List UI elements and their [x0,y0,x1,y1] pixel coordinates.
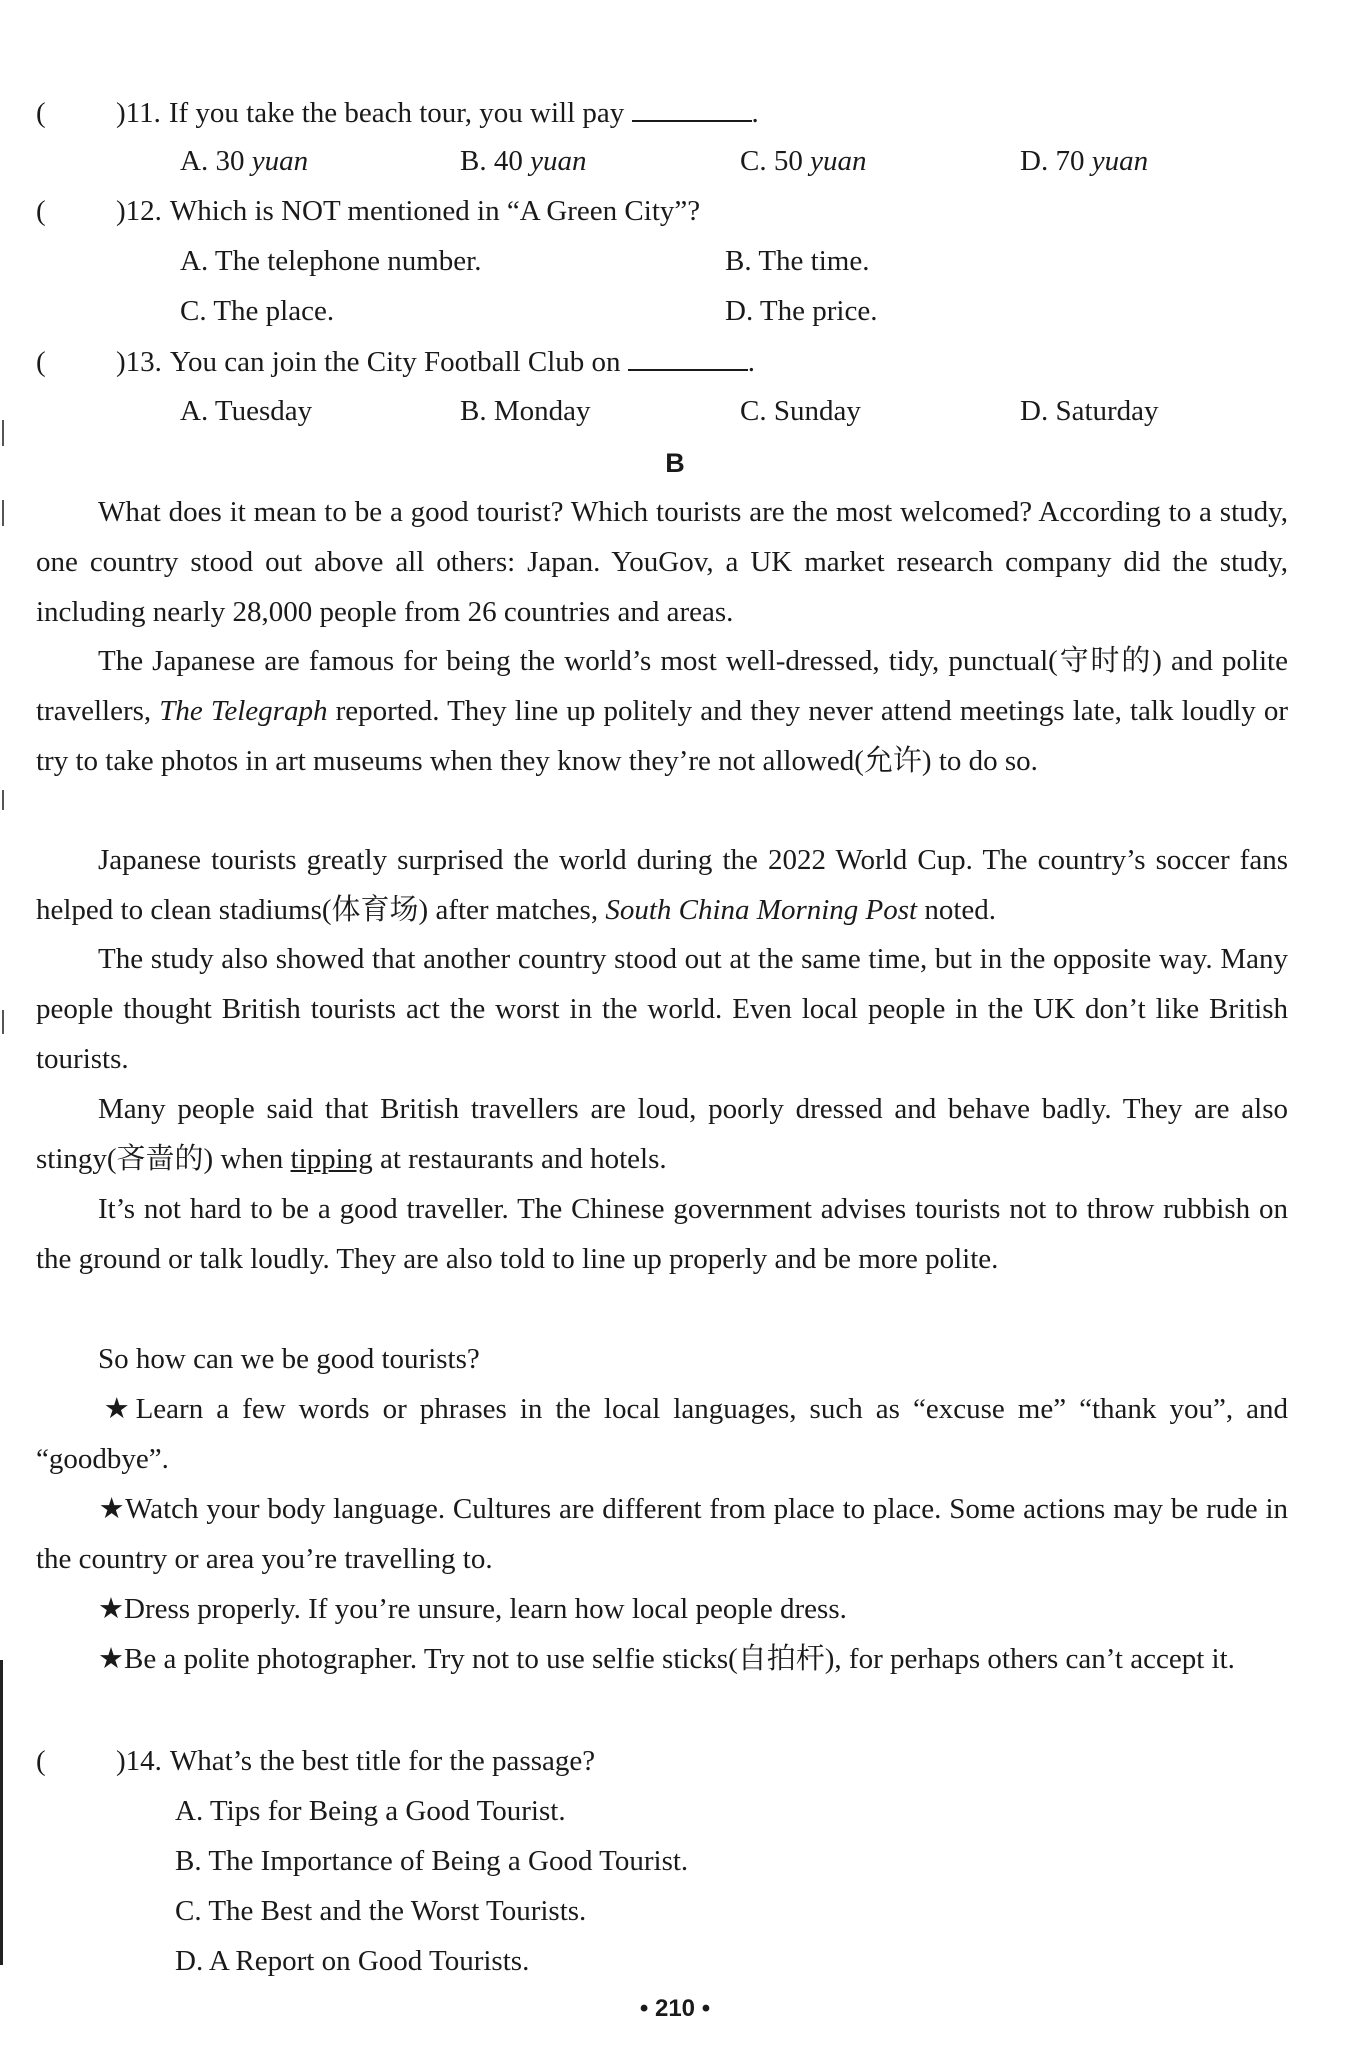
passage-paragraph-7 [36,1335,1288,1385]
passage-paragraph-4 [36,935,1288,1084]
options-11 [180,145,1300,178]
question-stem: You can join the City Football Club on [169,346,621,378]
question-12 [36,195,700,228]
margin-mark [2,790,4,810]
question-number: )13. [116,346,162,378]
answer-blank [632,96,752,122]
option-unit: yuan [810,145,867,177]
options-14-d [175,1945,1295,1978]
paragraph-text: at restaurants and hotels. [379,1142,667,1175]
options-12-row1 [180,245,1300,278]
paragraph-text: It’s not hard to be a good traveller. The Chinese government advises tourists not to throw rubbish on the ground or talk loudly. They are also told to line up properly and be more polite. [36,1193,1288,1275]
option-d: D. Saturday [1020,395,1159,427]
margin-mark [2,420,4,446]
paragraph-text: noted. [924,893,997,926]
option-d [1020,145,1300,178]
question-stem: What’s the best title for the passage? [169,1745,596,1777]
option-b [460,145,740,178]
passage-paragraph-5 [36,1085,1288,1185]
tip-3 [36,1585,1288,1635]
option-label: D. 70 [1020,145,1085,177]
options-12-row2 [180,295,1300,328]
paragraph-text: What does it mean to be a good tourist? Which tourists are the most welcomed? According to a study, one country stood out above all others: Japan. YouGov, a UK market research company did the study, including nearly 28,000 people from 26 countries and areas. [36,496,1288,628]
options-13 [180,395,1300,428]
answer-paren: ( [36,346,46,378]
source-name: The Telegraph [159,694,328,727]
option-b: B. The time. [725,245,870,277]
option-a: A. The telephone number. [180,245,482,277]
margin-bar [0,1660,3,1965]
question-13 [36,345,755,379]
options-14-b [175,1845,1295,1878]
passage-paragraph-3 [36,836,1288,936]
question-14 [36,1745,595,1778]
question-end: . [747,346,756,378]
question-stem: If you take the beach tour, you will pay [168,97,625,129]
question-11 [36,96,759,130]
answer-paren: ( [36,97,46,129]
paragraph-text: Japanese tourists greatly surprised the world during the 2022 World Cup. The country’s soccer fans helped to clean stadiums(体育场) after matches, [36,844,1288,926]
option-label: A. 30 [180,145,245,177]
option-c: C. Sunday [740,395,861,427]
option-b: B. The Importance of Being a Good Tourist. [175,1845,689,1877]
paragraph-text: reported. They line up politely and they never attend meetings late, talk loudly or try to take photos in art museums when they know they’re not allowed(允许) to do so. [36,694,1288,777]
tip-text: ★Watch your body language. Cultures are different from place to place. Some actions may be rude in the country or area you’re travelling to. [36,1493,1288,1575]
option-label: B. 40 [460,145,523,177]
tip-text: ★Be a polite photographer. Try not to use selfie sticks(自拍杆), for perhaps others can’t accept it. [98,1643,1235,1675]
option-a: A. Tips for Being a Good Tourist. [175,1795,566,1827]
question-end: . [751,97,759,129]
option-label: C. 50 [740,145,803,177]
option-c: C. The Best and the Worst Tourists. [175,1895,587,1927]
paragraph-text: So how can we be good tourists? [98,1343,480,1375]
question-number: )11. [116,97,161,129]
passage-paragraph-2 [36,637,1288,786]
passage-paragraph-6 [36,1185,1288,1285]
paragraph-text: The Japanese are famous for being the world’s most well-dressed, tidy, punctual(守时的) and polite travellers, [36,645,1288,727]
source-name: South China Morning Post [605,893,918,926]
margin-mark [2,500,4,526]
section-label: B [665,448,685,478]
option-a: A. Tuesday [180,395,313,427]
tip-2 [36,1485,1288,1585]
margin-mark [2,1010,4,1034]
question-number: )14. [116,1745,162,1777]
page-number: • 210 • [639,1995,711,2022]
option-unit: yuan [251,145,309,177]
tip-text: ★Dress properly. If you’re unsure, learn how local people dress. [98,1593,847,1625]
answer-blank [628,345,748,371]
options-14-a [175,1795,1295,1828]
option-c [740,145,1020,178]
answer-paren: ( [36,195,46,227]
answer-paren: ( [36,1745,46,1777]
option-unit: yuan [530,145,587,177]
paragraph-text: Many people said that British travellers are loud, poorly dressed and behave badly. They are also stingy(吝啬的) when [36,1093,1288,1175]
option-b: B. Monday [460,395,591,427]
paragraph-text: The study also showed that another country stood out at the same time, but in the opposite way. Many people thought British tourists act the worst in the world. Even local people in the UK don’t like British tourists. [36,943,1288,1075]
tip-4 [36,1635,1288,1685]
options-14-c [175,1895,1295,1928]
question-stem: Which is NOT mentioned in “A Green City”? [169,195,701,227]
option-unit: yuan [1091,145,1149,177]
passage-paragraph-1 [36,488,1288,637]
question-number: )12. [116,195,162,227]
option-c: C. The place. [180,295,335,327]
option-a [180,145,460,178]
tip-text: ★Learn a few words or phrases in the local languages, such as “excuse me” “thank you”, and “goodbye”. [36,1393,1288,1475]
tip-1 [36,1385,1288,1485]
option-d: D. The price. [725,295,878,327]
option-d: D. A Report on Good Tourists. [175,1945,530,1977]
underlined-word: tipping [290,1142,373,1175]
